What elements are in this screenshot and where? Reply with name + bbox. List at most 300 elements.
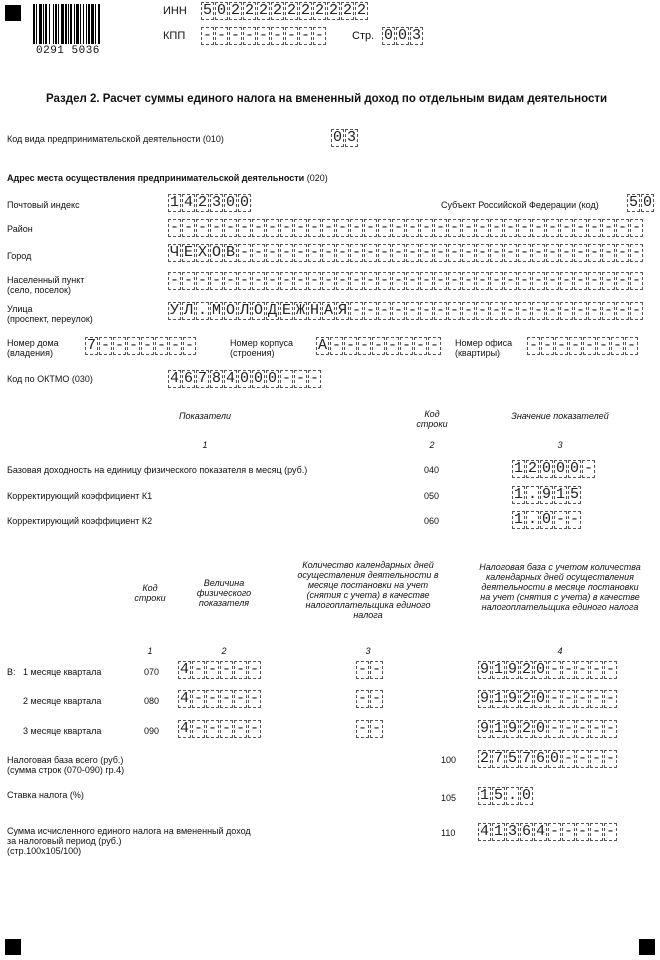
char-cell: - [477, 272, 487, 289]
char-cell: 0 [397, 27, 407, 44]
char-cell: 4 [179, 661, 189, 678]
char-cell: А [323, 302, 333, 319]
char-cell: - [563, 750, 573, 767]
tax-base-total-field[interactable] [478, 750, 618, 768]
char-cell: - [631, 302, 641, 319]
inn-label: ИНН [163, 5, 187, 17]
char-cell: - [556, 337, 566, 354]
char-cell: - [281, 272, 291, 289]
char-cell: - [309, 244, 319, 261]
char-cell: - [491, 302, 501, 319]
month-3-physical-field[interactable] [178, 720, 262, 738]
char-cell: . [507, 787, 517, 804]
char-cell: 1 [493, 823, 503, 840]
month-1-days-field[interactable] [356, 661, 384, 679]
char-cell: - [337, 272, 347, 289]
char-cell: - [549, 823, 559, 840]
char-cell: О [211, 244, 221, 261]
char-cell: - [533, 219, 543, 236]
inn-field[interactable] [201, 2, 369, 20]
char-cell: 2 [521, 690, 531, 707]
char-cell: - [589, 219, 599, 236]
char-cell: - [491, 219, 501, 236]
char-cell: - [309, 272, 319, 289]
char-cell: 0 [216, 2, 226, 19]
char-cell: 0 [383, 27, 393, 44]
char-cell: - [421, 244, 431, 261]
char-cell: - [591, 823, 601, 840]
char-cell: - [379, 302, 389, 319]
char-cell: - [605, 750, 615, 767]
month-1-tax-base-field[interactable] [478, 661, 618, 679]
char-cell: 0 [521, 787, 531, 804]
char-cell: - [221, 661, 231, 678]
tax-base-total-code: 100 [441, 755, 457, 765]
char-cell: - [351, 272, 361, 289]
char-cell: 1 [513, 460, 523, 477]
char-cell: 5 [507, 750, 517, 767]
char-cell: Ч [169, 244, 179, 261]
char-cell: М [211, 302, 221, 319]
char-cell: Н [309, 302, 319, 319]
indicator-code-060: 060 [424, 516, 440, 526]
char-cell: - [393, 244, 403, 261]
char-cell: 2 [244, 2, 254, 19]
char-cell: - [169, 219, 179, 236]
kpp-field[interactable] [201, 27, 327, 45]
char-cell: - [249, 661, 259, 678]
indicators-column-number-1: 1 [202, 440, 208, 450]
char-cell: - [393, 272, 403, 289]
region-code-field[interactable] [627, 194, 655, 212]
char-cell: 9 [479, 661, 489, 678]
char-cell: - [407, 302, 417, 319]
char-cell: - [577, 750, 587, 767]
corner-marker-bottom-right [639, 939, 655, 955]
month-2-physical-field[interactable] [178, 690, 262, 708]
char-cell: - [365, 302, 375, 319]
char-cell: - [605, 690, 615, 707]
char-cell: - [235, 661, 245, 678]
char-cell: 0 [569, 460, 579, 477]
char-cell: - [239, 219, 249, 236]
char-cell: - [575, 219, 585, 236]
corner-marker-top-left [5, 5, 21, 21]
month-2-days-field[interactable] [356, 690, 384, 708]
char-cell: - [286, 27, 296, 44]
char-cell: 6 [535, 750, 545, 767]
char-cell: - [170, 337, 180, 354]
char-cell: - [393, 302, 403, 319]
office-label: Номер офиса (квартиры) [455, 338, 513, 358]
char-cell: - [555, 511, 565, 528]
char-cell: 2 [300, 2, 310, 19]
char-cell: - [309, 219, 319, 236]
char-cell: О [253, 302, 263, 319]
month-1-physical-field[interactable] [178, 661, 262, 679]
char-cell: 4 [479, 823, 489, 840]
char-cell: - [221, 690, 231, 707]
char-cell: 4 [535, 823, 545, 840]
char-cell: - [379, 244, 389, 261]
char-cell: - [281, 370, 291, 387]
k1-coefficient-field[interactable] [512, 486, 582, 504]
char-cell: - [563, 661, 573, 678]
char-cell: - [393, 219, 403, 236]
district-field[interactable] [168, 219, 644, 237]
char-cell: - [449, 244, 459, 261]
char-cell: - [605, 661, 615, 678]
street-field[interactable] [168, 302, 644, 320]
char-cell: 9 [479, 720, 489, 737]
char-cell: 9 [479, 690, 489, 707]
char-cell: - [295, 370, 305, 387]
indicators-value-column-header: Значение показателей [511, 411, 609, 421]
char-cell: 4 [179, 690, 189, 707]
char-cell: - [463, 244, 473, 261]
char-cell: - [631, 272, 641, 289]
char-cell: - [323, 219, 333, 236]
char-cell: - [407, 244, 417, 261]
char-cell: - [207, 720, 217, 737]
month-2-code: 080 [144, 696, 160, 706]
char-cell: - [156, 337, 166, 354]
tax-rate-label: Ставка налога (%) [7, 790, 84, 800]
char-cell: - [207, 661, 217, 678]
char-cell: - [365, 219, 375, 236]
region-code-label: Субъект Российской Федерации (код) [441, 200, 599, 210]
char-cell: О [225, 302, 235, 319]
indicator-code-040: 040 [424, 465, 440, 475]
char-cell: - [575, 302, 585, 319]
indicator-code-050: 050 [424, 491, 440, 501]
char-cell: - [591, 690, 601, 707]
monthly-column-number-4: 4 [557, 646, 563, 656]
section-title: Раздел 2. Расчет суммы единого налога на вмененный доход по отдельным видам деятельности [46, 93, 608, 105]
char-cell: - [561, 244, 571, 261]
activity-code-field[interactable] [331, 129, 359, 147]
char-cell: - [429, 337, 439, 354]
oktmo-field[interactable] [168, 370, 322, 388]
char-cell: - [563, 720, 573, 737]
char-cell: У [169, 302, 179, 319]
char-cell: - [202, 27, 212, 44]
char-cell: - [449, 219, 459, 236]
char-cell: - [258, 27, 268, 44]
char-cell: 2 [328, 2, 338, 19]
tax-base-column-header: Налоговая база с учетом количества календарных дней осуществления деятельности в месяце постановки на учет (снятия с учета) в качестве налогоплательщика единого налога [479, 562, 641, 612]
tax-amount-code: 110 [441, 828, 456, 838]
char-cell: - [575, 244, 585, 261]
char-cell: - [239, 244, 249, 261]
char-cell: - [463, 219, 473, 236]
char-cell: - [577, 661, 587, 678]
char-cell: - [197, 219, 207, 236]
char-cell: 2 [479, 750, 489, 767]
char-cell: - [323, 272, 333, 289]
indicator-label-060: Корректирующий коэффициент К2 [7, 516, 153, 526]
char-cell: 4 [183, 194, 193, 211]
kpp-label: КПП [163, 30, 186, 42]
char-cell: - [463, 272, 473, 289]
char-cell: 1 [493, 690, 503, 707]
char-cell: 2 [342, 2, 352, 19]
char-cell: - [351, 302, 361, 319]
city-field[interactable] [168, 244, 644, 262]
char-cell: - [549, 720, 559, 737]
char-cell: Е [183, 244, 193, 261]
char-cell: 2 [286, 2, 296, 19]
char-cell: 3 [507, 823, 517, 840]
street-label: Улица (проспект, переулок) [7, 304, 93, 324]
address-heading: Адрес места осуществления предпринимательской деятельности (020) [7, 173, 328, 183]
char-cell: Я [337, 302, 347, 319]
char-cell: - [309, 370, 319, 387]
char-cell: - [477, 219, 487, 236]
char-cell: - [207, 690, 217, 707]
char-cell: - [221, 720, 231, 737]
char-cell: - [235, 690, 245, 707]
month-1-label: 1 месяце квартала [23, 667, 102, 677]
char-cell: - [365, 244, 375, 261]
char-cell: 2 [258, 2, 268, 19]
char-cell: Х [197, 244, 207, 261]
indicators-column-number-3: 3 [557, 440, 563, 450]
char-cell: - [577, 823, 587, 840]
char-cell: - [547, 302, 557, 319]
char-cell: 4 [179, 720, 189, 737]
month-3-tax-base-field[interactable] [478, 720, 618, 738]
page-label: Стр. [352, 30, 375, 42]
month-3-label: 3 месяце квартала [23, 726, 102, 736]
month-2-tax-base-field[interactable] [478, 690, 618, 708]
office-number-field[interactable] [527, 337, 639, 355]
char-cell: - [323, 244, 333, 261]
char-cell: 0 [225, 194, 235, 211]
char-cell: А [317, 337, 327, 354]
char-cell: - [561, 219, 571, 236]
char-cell: - [617, 272, 627, 289]
char-cell: - [272, 27, 282, 44]
char-cell: 9 [507, 690, 517, 707]
char-cell: 0 [535, 720, 545, 737]
char-cell: - [401, 337, 411, 354]
char-cell: - [379, 219, 389, 236]
char-cell: 3 [346, 129, 356, 146]
char-cell: - [631, 219, 641, 236]
building-label: Номер корпуса (строения) [230, 338, 294, 358]
char-cell: - [351, 244, 361, 261]
char-cell: - [549, 661, 559, 678]
char-cell: - [547, 244, 557, 261]
char-cell: 1 [493, 661, 503, 678]
char-cell: 3 [211, 194, 221, 211]
char-cell: - [253, 272, 263, 289]
char-cell: 2 [521, 720, 531, 737]
char-cell: - [463, 302, 473, 319]
physical-indicator-column-header: Величина физического показателя [196, 578, 252, 608]
char-cell: - [225, 272, 235, 289]
tax-rate-code: 105 [441, 793, 457, 803]
char-cell: - [169, 272, 179, 289]
char-cell: 0 [239, 370, 249, 387]
char-cell: Д [267, 302, 277, 319]
char-cell: - [547, 272, 557, 289]
char-cell: - [421, 302, 431, 319]
char-cell: - [407, 219, 417, 236]
char-cell: 0 [642, 194, 652, 211]
char-cell: - [337, 219, 347, 236]
char-cell: 5 [628, 194, 638, 211]
char-cell: - [617, 219, 627, 236]
base-yield-field[interactable] [512, 460, 596, 478]
char-cell: - [477, 244, 487, 261]
char-cell: - [549, 690, 559, 707]
char-cell: - [603, 219, 613, 236]
char-cell: 0 [541, 460, 551, 477]
char-cell: 2 [527, 460, 537, 477]
char-cell: 4 [169, 370, 179, 387]
char-cell: - [491, 272, 501, 289]
char-cell: - [584, 337, 594, 354]
char-cell: - [216, 27, 226, 44]
char-cell: - [421, 219, 431, 236]
char-cell: 6 [183, 370, 193, 387]
tax-amount-field[interactable] [478, 823, 618, 841]
char-cell: 9 [507, 720, 517, 737]
char-cell: 0 [239, 194, 249, 211]
char-cell: - [617, 244, 627, 261]
char-cell: 2 [230, 2, 240, 19]
char-cell: - [583, 460, 593, 477]
char-cell: - [505, 219, 515, 236]
char-cell: 2 [272, 2, 282, 19]
char-cell: Л [183, 302, 193, 319]
char-cell: - [505, 302, 515, 319]
barcode [33, 4, 113, 44]
house-number-field[interactable] [85, 337, 197, 355]
char-cell: - [519, 219, 529, 236]
char-cell: - [533, 244, 543, 261]
char-cell: 9 [507, 661, 517, 678]
char-cell: 1 [513, 511, 523, 528]
indicators-code-column-header: Код строки [416, 409, 448, 429]
month-3-code: 090 [144, 726, 160, 736]
char-cell: - [435, 302, 445, 319]
indicator-label-050: Корректирующий коэффициент К1 [7, 491, 153, 501]
char-cell: - [351, 219, 361, 236]
char-cell: - [183, 272, 193, 289]
days-column-header: Количество календарных дней осуществления деятельности в месяце постановки на учет (снятия с учета) в качестве налогоплательщика единого налога [297, 560, 439, 620]
char-cell: - [569, 511, 579, 528]
char-cell: . [527, 511, 537, 528]
indicators-column-number-2: 2 [429, 440, 435, 450]
char-cell: - [491, 244, 501, 261]
char-cell: - [575, 272, 585, 289]
char-cell: 2 [314, 2, 324, 19]
char-cell: 7 [493, 750, 503, 767]
char-cell: 0 [253, 370, 263, 387]
char-cell: - [183, 219, 193, 236]
char-cell: - [598, 337, 608, 354]
barcode-number: 0291 5036 [36, 45, 100, 57]
char-cell: - [253, 219, 263, 236]
char-cell: - [359, 337, 369, 354]
monthly-column-number-2: 2 [221, 646, 227, 656]
postal-code-field[interactable] [168, 194, 252, 212]
char-cell: - [519, 244, 529, 261]
char-cell: - [253, 244, 263, 261]
char-cell: - [589, 244, 599, 261]
char-cell: - [435, 244, 445, 261]
char-cell: 1 [513, 486, 523, 503]
char-cell: - [211, 272, 221, 289]
month-2-label: 2 месяце квартала [23, 696, 102, 706]
char-cell: - [371, 720, 381, 737]
corner-marker-bottom-left [5, 939, 21, 955]
char-cell: 6 [521, 823, 531, 840]
page-number-field[interactable] [382, 27, 424, 45]
char-cell: - [357, 661, 367, 678]
char-cell: - [300, 27, 310, 44]
char-cell: - [589, 302, 599, 319]
district-label: Район [7, 224, 33, 234]
char-cell: - [281, 244, 291, 261]
indicators-column-header: Показатели [179, 411, 231, 421]
char-cell: 9 [541, 486, 551, 503]
activity-code-label: Код вида предпринимательской деятельности (010) [7, 134, 224, 144]
char-cell: 1 [493, 720, 503, 737]
char-cell: 0 [332, 129, 342, 146]
char-cell: - [371, 690, 381, 707]
char-cell: - [114, 337, 124, 354]
k2-coefficient-field[interactable] [512, 511, 582, 529]
char-cell: - [211, 219, 221, 236]
tax-rate-field[interactable] [478, 787, 534, 805]
oktmo-label: Код по ОКТМО (030) [7, 374, 93, 384]
char-cell: . [197, 302, 207, 319]
char-cell: - [230, 27, 240, 44]
monthly-code-column-header: Код строки [134, 583, 166, 603]
char-cell: - [337, 244, 347, 261]
char-cell: - [281, 219, 291, 236]
char-cell: - [387, 337, 397, 354]
char-cell: - [142, 337, 152, 354]
char-cell: - [542, 337, 552, 354]
tax-amount-label: Сумма исчисленного единого налога на вмененный доход за налоговый период (руб.) (стр.100х105/100) [7, 826, 251, 856]
char-cell: - [379, 272, 389, 289]
char-cell: - [617, 302, 627, 319]
char-cell: 5 [493, 787, 503, 804]
month-3-days-field[interactable] [356, 720, 384, 738]
building-number-field[interactable] [316, 337, 442, 355]
char-cell: 3 [411, 27, 421, 44]
char-cell: - [561, 272, 571, 289]
settlement-field[interactable] [168, 272, 644, 290]
monthly-column-number-1: 1 [147, 646, 153, 656]
house-label: Номер дома (владения) [7, 338, 59, 358]
city-label: Город [7, 251, 32, 261]
char-cell: - [435, 219, 445, 236]
char-cell: - [314, 27, 324, 44]
char-cell: - [603, 244, 613, 261]
char-cell: - [449, 302, 459, 319]
char-cell: - [235, 720, 245, 737]
char-cell: - [193, 661, 203, 678]
char-cell: - [591, 750, 601, 767]
char-cell: - [505, 272, 515, 289]
char-cell: Ж [295, 302, 305, 319]
